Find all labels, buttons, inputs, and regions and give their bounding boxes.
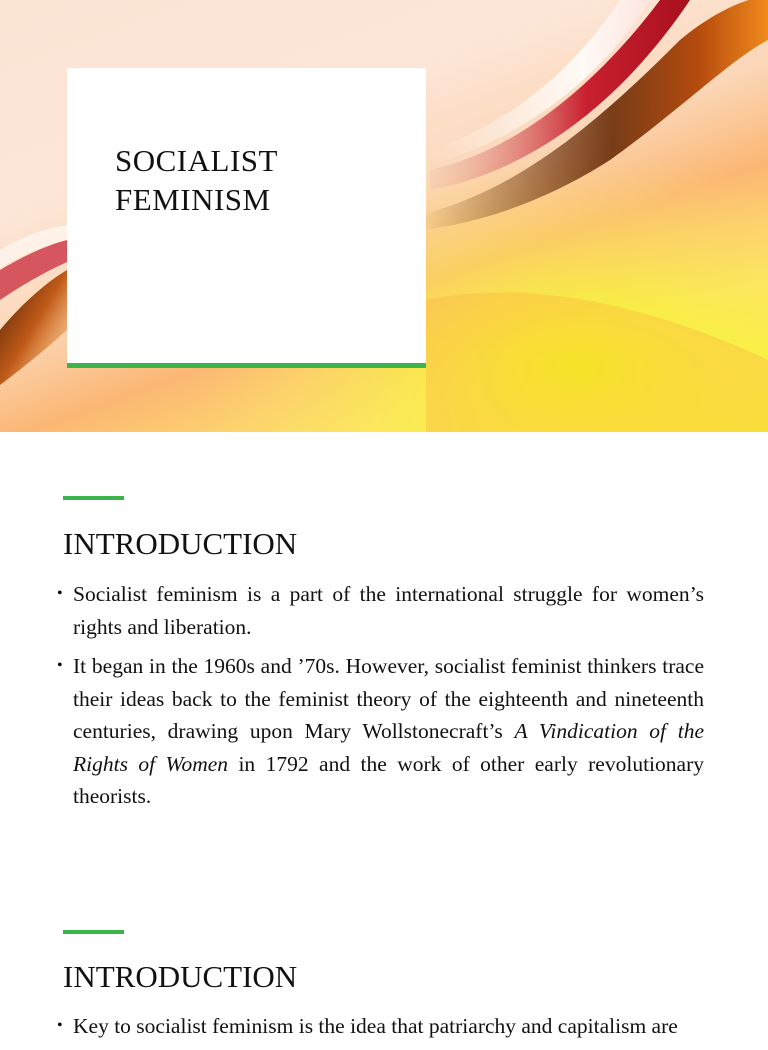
- slide-title: [115, 141, 405, 219]
- introduction-slide-1: [0, 432, 768, 864]
- title-slide: [0, 0, 768, 432]
- title-line-1: SOCIALIST: [115, 143, 278, 178]
- heading-accent-bar: [63, 496, 124, 500]
- bullet-text-start: It began in the 1960s and ’70s. However, socialist feminist thinkers trace their ideas back to the feminist theory of the eighteenth and nineteenth centuries, drawing upon Mary Wollstonecraft’s: [73, 654, 704, 743]
- bullet-icon: •: [57, 1017, 63, 1034]
- bullet-text-end: in 1792 and the work of other early revolutionary theorists.: [73, 751, 704, 808]
- slide-heading: INTRODUCTION: [63, 526, 298, 561]
- heading-accent-bar: [63, 930, 124, 934]
- bullet-icon: •: [57, 585, 63, 602]
- title-accent-bar: [67, 363, 426, 368]
- bullet-text: Socialist feminism is a part of the international struggle for women’s rights and liberation.: [73, 582, 704, 639]
- bullet-item: [57, 1010, 704, 1043]
- bullet-list: [57, 578, 704, 820]
- title-card: [67, 68, 426, 364]
- bullet-list: [57, 1010, 704, 1050]
- bullet-item: [57, 578, 704, 643]
- title-line-2: FEMINISM: [115, 182, 271, 217]
- book-title: A Vindication of the Rights of Women: [73, 719, 704, 776]
- introduction-slide-2: [0, 864, 768, 1038]
- bullet-icon: •: [57, 657, 63, 674]
- bullet-item: [57, 650, 704, 813]
- slide-heading: INTRODUCTION: [63, 959, 298, 994]
- bullet-text: Key to socialist feminism is the idea that patriarchy and capitalism are: [73, 1014, 678, 1038]
